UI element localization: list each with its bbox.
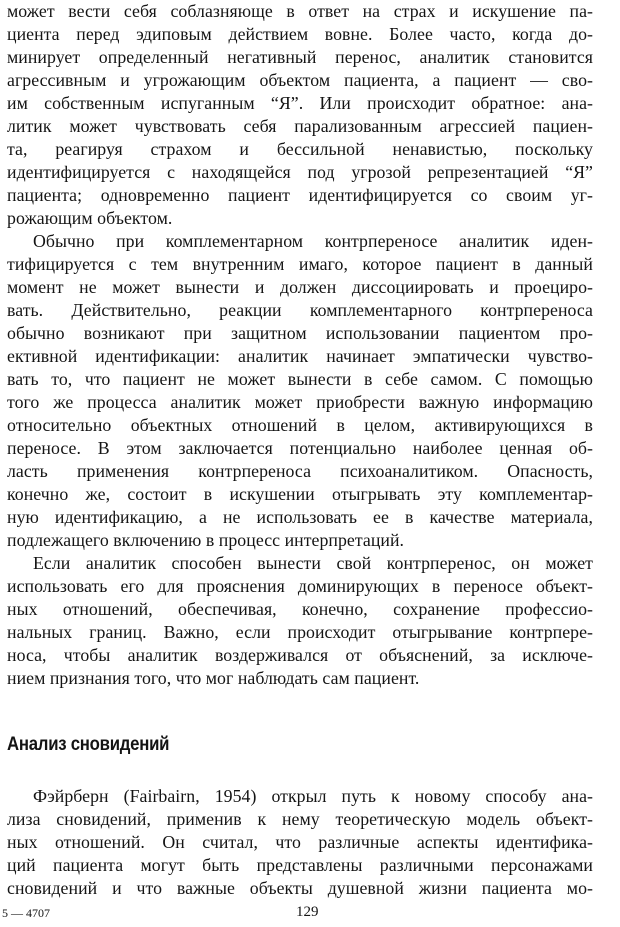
- text-line: Фэйрберн (Fairbairn, 1954) открыл путь к новому способу ана-: [33, 786, 593, 806]
- page-number: 129: [296, 904, 319, 920]
- text-line: идентифицируется с находящейся под угрозой репрезентацией “Я”: [7, 162, 593, 182]
- text-line: та, реагируя страхом и бессильной ненавистью, поскольку: [7, 139, 593, 159]
- text-line: минирует определенный негативный перенос, аналитик становится: [7, 47, 593, 67]
- text-line: литик может чувствовать себя парализованным агрессией пациен-: [7, 116, 593, 136]
- text-line: момент не может вынести и должен диссоциировать и проециро-: [7, 277, 593, 297]
- text-line: лиза сновидений, применив к нему теоретическую модель объект-: [7, 809, 593, 829]
- text-line: ную идентификацию, а не использовать ее в качестве материала,: [7, 507, 593, 527]
- text-line: того же процесса аналитик может приобрести важную информацию: [7, 392, 593, 412]
- text-line: ций пациента могут быть представлены различными персонажами: [7, 855, 593, 875]
- text-line: может вести себя соблазняюще в ответ на страх и искушение па-: [7, 1, 593, 21]
- text-line: сновидений и что важные объекты душевной жизни пациента мо-: [7, 878, 593, 898]
- text-line: вать то, что пациент не может вынести в себе самом. С помощью: [7, 369, 593, 389]
- text-line: использовать его для прояснения доминирующих в переносе объект-: [7, 576, 593, 596]
- text-line: нальных границ. Важно, если происходит отыгрывание контрпере-: [7, 622, 593, 642]
- text-line: агрессивным и угрожающим объектом пациента, а пациент — сво-: [7, 70, 593, 90]
- text-line: нием признания того, что мог наблюдать сам пациент.: [7, 668, 420, 688]
- signature-mark: 5 — 4707: [2, 906, 50, 920]
- text-line: циента перед эдиповым действием вовне. Более часто, когда до-: [7, 24, 593, 44]
- text-line: рожающим объектом.: [7, 208, 173, 228]
- text-line: Если аналитик способен вынести свой контрперенос, он может: [33, 553, 593, 573]
- text-line: носа, чтобы аналитик воздерживался от объяснений, за исключе-: [7, 645, 593, 665]
- text-line: им собственным испуганным “Я”. Или происходит обратное: ана-: [7, 93, 593, 113]
- text-line: пациента; одновременно пациент идентифицируется со своим уг-: [7, 185, 593, 205]
- section-heading: Анализ сновидений: [7, 733, 170, 755]
- text-line: переносе. В этом заключается потенциально наиболее ценная об-: [7, 438, 593, 458]
- text-line: Обычно при комплементарном контрпереносе аналитик иден-: [33, 231, 593, 251]
- text-line: обычно возникают при защитном использовании пациентом про-: [7, 323, 593, 343]
- text-line: тифицируется с тем внутренним имаго, которое пациент в данный: [7, 254, 593, 274]
- text-line: подлежащего включению в процесс интерпретаций.: [7, 530, 405, 550]
- text-line: ных отношений. Он считал, что различные аспекты идентифика-: [7, 832, 593, 852]
- text-line: ективной идентификации: аналитик начинает эмпатически чувство-: [7, 346, 593, 366]
- text-line: вать. Действительно, реакции комплементарного контрпереноса: [7, 300, 593, 320]
- text-line: относительно объектных отношений в целом, активирующихся в: [7, 415, 593, 435]
- text-line: ных отношений, обеспечивая, конечно, сохранение профессио-: [7, 599, 593, 619]
- text-line: ласть применения контрпереноса психоаналитиком. Опасность,: [7, 461, 593, 481]
- text-line: конечно же, состоит в искушении отыгрывать эту комплементар-: [7, 484, 593, 504]
